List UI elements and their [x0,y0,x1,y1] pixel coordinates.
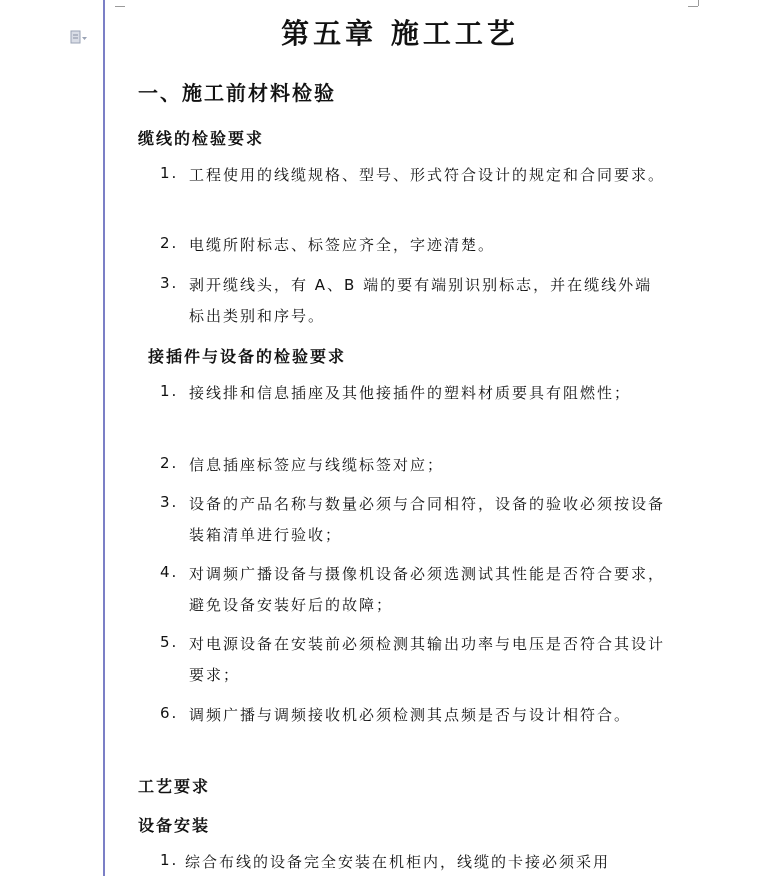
list-item-number: 2. [160,454,179,472]
list-item-text: 剥开缆线头，有 A、B 端的要有端别识别标志，并在缆线外端标出类别和序号。 [189,276,653,325]
corner-mark-left [115,0,125,7]
subheading-connector-inspection: 接插件与设备的检验要求 [148,347,347,366]
list-item-number: 1. [160,851,179,869]
list-item-number: 3. [160,493,179,511]
list-item-text: 设备的产品名称与数量必须与合同相符，设备的验收必须按设备装箱清单进行验收； [189,495,666,544]
chapter-title: 第五章 施工工艺 [281,17,519,50]
list-item-text: 接线排和信息插座及其他接插件的塑料材质要具有阻燃性； [189,384,632,402]
list-item-number: 2. [160,234,179,252]
list-item-number: 1. [160,164,179,182]
list-item-number: 6. [160,704,179,722]
list-item-text: 电缆所附标志、标签应齐全，字迹清楚。 [189,236,496,254]
list-item-text: 对调频广播设备与摄像机设备必须选测试其性能是否符合要求，避免设备安装好后的故障； [189,565,666,614]
list-item-number: 4. [160,563,179,581]
subheading-equipment-installation: 设备安装 [138,816,211,835]
subheading-cable-inspection: 缆线的检验要求 [138,129,265,148]
corner-mark-right-vertical [698,0,699,6]
list-item-text: 信息插座标签应与线缆标签对应； [189,456,445,474]
list-item-text: 综合布线的设备完全安装在机柜内，线缆的卡接必须采用 [185,853,611,871]
list-item-number: 3. [160,274,179,292]
list-item-text: 工程使用的线缆规格、型号、形式符合设计的规定和合同要求。 [189,166,666,184]
list-item-number: 1. [160,382,179,400]
list-item-number: 5. [160,633,179,651]
corner-mark-right [688,0,698,7]
subheading-process-requirements: 工艺要求 [138,777,211,796]
left-gutter [0,0,103,876]
list-item-text: 调频广播与调频接收机必须检测其点频是否与设计相符合。 [189,706,632,724]
page-margin-line [103,0,105,876]
list-item-text: 对电源设备在安装前必须检测其输出功率与电压是否符合其设计要求； [189,635,666,684]
section-heading-material-inspection: 一、施工前材料检验 [138,81,336,105]
